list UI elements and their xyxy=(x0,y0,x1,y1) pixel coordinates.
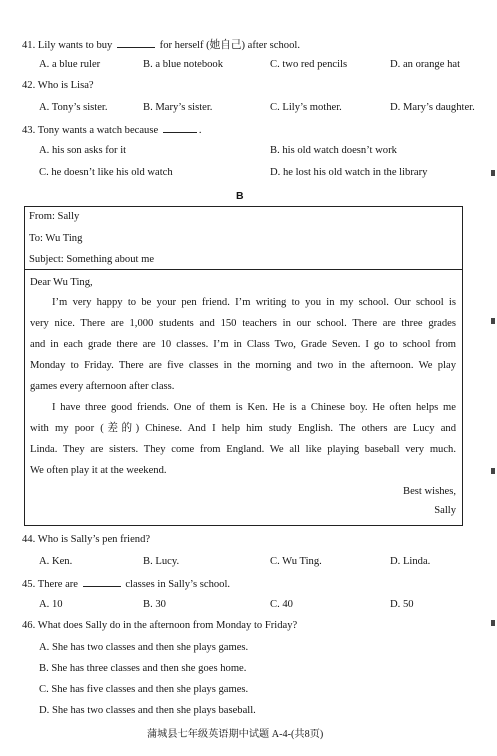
option-45-a: A. 10 xyxy=(39,599,63,610)
option-42-c: C. Lily’s mother. xyxy=(270,102,342,113)
question-number: 44. xyxy=(22,534,36,545)
question-stem: Lily wants to buy xyxy=(37,40,113,51)
scan-mark xyxy=(491,318,495,324)
email-line: Linda. They are sisters. They come from England. We all like playing baseball very much. xyxy=(30,444,456,455)
email-from: From: Sally xyxy=(29,211,80,222)
answer-blank xyxy=(163,123,197,133)
option-43-c: C. he doesn’t like his old watch xyxy=(39,167,173,178)
question-stem: What does Sally do in the afternoon from Monday to Friday? xyxy=(37,620,298,631)
scan-mark xyxy=(491,620,495,626)
option-44-c: C. Wu Ting. xyxy=(270,556,322,567)
email-line: I have three good friends. One of them is Ken. He is a Chinese boy. He often helps me xyxy=(52,402,456,413)
option-41-b: B. a blue notebook xyxy=(143,59,224,70)
email-line: Monday to Friday. There are five classes in the morning and two in the afternoon. We play xyxy=(30,360,456,371)
option-44-a: A. Ken. xyxy=(39,556,73,567)
option-45-d: D. 50 xyxy=(390,599,414,610)
email-greeting: Dear Wu Ting, xyxy=(30,277,93,288)
email-line: We often play it at the weekend. xyxy=(30,465,167,476)
question-stem-end: . xyxy=(198,125,202,136)
question-44 xyxy=(22,534,150,547)
option-44-d: D. Linda. xyxy=(390,556,431,567)
email-box xyxy=(24,206,463,526)
email-signature: Sally xyxy=(434,505,456,516)
answer-blank xyxy=(117,38,155,48)
option-46-c: C. She has five classes and then she plays games. xyxy=(39,684,249,695)
option-45-b: B. 30 xyxy=(143,599,166,610)
question-number: 43. xyxy=(22,125,36,136)
email-subject: Subject: Something about me xyxy=(29,254,155,265)
option-41-d: D. an orange hat xyxy=(390,59,461,70)
question-number: 42. xyxy=(22,80,36,91)
question-42 xyxy=(22,80,94,93)
email-header-divider xyxy=(25,269,462,270)
question-stem-end: for herself (她自己) after school. xyxy=(159,40,300,51)
option-42-b: B. Mary’s sister. xyxy=(143,102,213,113)
option-42-a: A. Tony’s sister. xyxy=(39,102,108,113)
section-b-title: B xyxy=(236,190,244,202)
option-45-c: C. 40 xyxy=(270,599,293,610)
email-line: very nice. There are 1,000 students and 150 teachers in our school. There are three grades xyxy=(30,318,456,329)
option-41-a: A. a blue ruler xyxy=(39,59,101,70)
question-stem: There are xyxy=(37,579,78,590)
question-stem: Tony wants a watch because xyxy=(37,125,159,136)
email-to: To: Wu Ting xyxy=(29,233,83,244)
question-46 xyxy=(22,620,297,633)
option-46-a: A. She has two classes and then she plays games. xyxy=(39,642,249,653)
option-46-d: D. She has two classes and then she plays baseball. xyxy=(39,705,256,716)
question-stem: Who is Lisa? xyxy=(37,80,94,91)
page-footer: 蒲城县七年级英语期中试题 A-4-(共8页) xyxy=(147,729,324,740)
question-41 xyxy=(22,38,300,53)
scan-mark xyxy=(491,468,495,474)
question-number: 46. xyxy=(22,620,36,631)
scan-mark xyxy=(491,170,495,176)
question-stem-end: classes in Sally’s school. xyxy=(125,579,231,590)
email-line: I’m very happy to be your pen friend. I’m writing to you in my school. Our school is xyxy=(52,297,456,308)
option-43-b: B. his old watch doesn’t work xyxy=(270,145,397,156)
option-43-d: D. he lost his old watch in the library xyxy=(270,167,428,178)
email-line: and in each grade there are 10 classes. I’m in Class Two, Grade Seven. I go to school from xyxy=(30,339,456,350)
question-43 xyxy=(22,123,201,138)
option-43-a: A. his son asks for it xyxy=(39,145,127,156)
question-stem: Who is Sally’s pen friend? xyxy=(37,534,151,545)
option-41-c: C. two red pencils xyxy=(270,59,348,70)
question-number: 41. xyxy=(22,40,36,51)
answer-blank xyxy=(83,577,121,587)
option-44-b: B. Lucy. xyxy=(143,556,180,567)
email-line: games every afternoon after class. xyxy=(30,381,175,392)
question-45 xyxy=(22,577,230,592)
option-42-d: D. Mary’s daughter. xyxy=(390,102,475,113)
email-closing: Best wishes, xyxy=(403,486,456,497)
option-46-b: B. She has three classes and then she goes home. xyxy=(39,663,247,674)
email-line: with my poor (差的) Chinese. And I help him study English. The others are Lucy and xyxy=(30,423,456,434)
question-number: 45. xyxy=(22,579,36,590)
